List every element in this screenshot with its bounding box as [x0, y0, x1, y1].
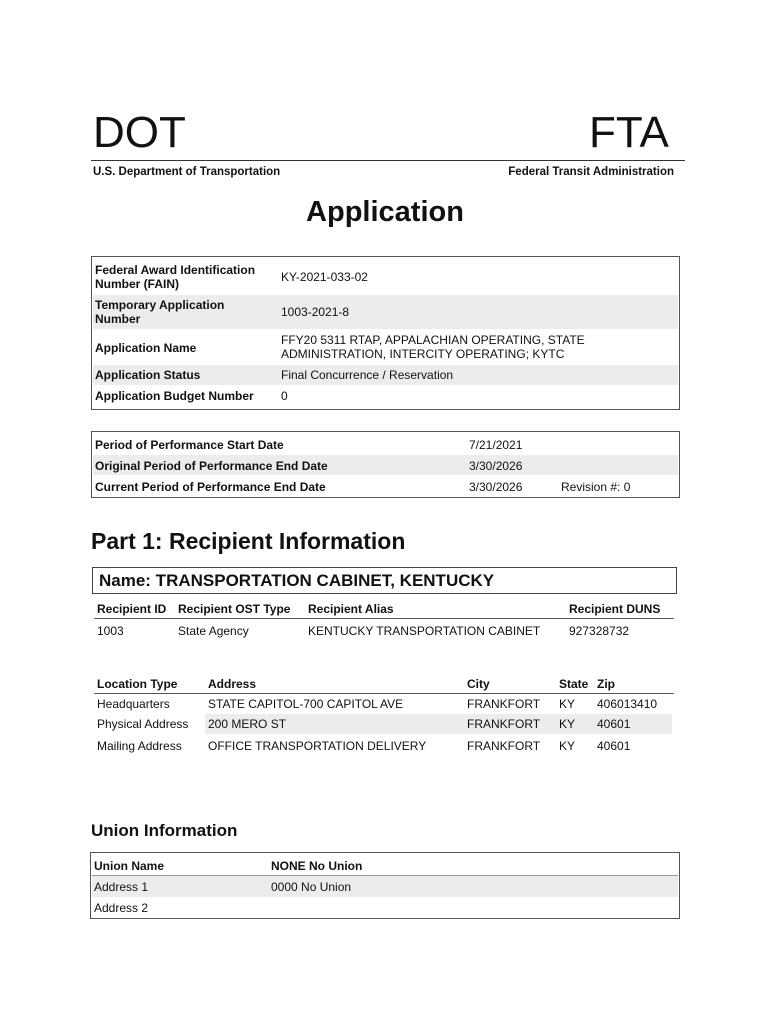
page-title: Application — [306, 196, 464, 228]
state-header: State — [559, 677, 589, 691]
temp-app-number-label: Temporary Application Number — [95, 298, 225, 326]
recipient-table — [91, 600, 676, 644]
recipient-duns-value: 927328732 — [569, 624, 630, 638]
union-name-value: NONE No Union — [271, 859, 363, 873]
union-info-table — [90, 852, 680, 919]
recipient-name-box — [92, 567, 677, 594]
location-row-1-type: Headquarters — [97, 697, 170, 711]
location-header-rule — [94, 693, 674, 694]
union-address2-label: Address 2 — [94, 901, 149, 915]
location-row-2-zip: 40601 — [597, 717, 631, 731]
app-status-row — [93, 365, 678, 385]
zip-header: Zip — [597, 677, 615, 691]
perf-start-label: Period of Performance Start Date — [95, 438, 284, 452]
perf-original-end-value: 3/30/2026 — [469, 459, 523, 473]
header-divider — [91, 160, 685, 161]
location-row-2-state: KY — [559, 717, 576, 731]
fain-value: KY-2021-033-02 — [281, 270, 368, 284]
recipient-name: Name: TRANSPORTATION CABINET, KENTUCKY — [99, 571, 495, 590]
revision-number: Revision #: 0 — [561, 480, 631, 494]
perf-current-end-label: Current Period of Performance End Date — [95, 480, 326, 494]
administration-subtitle: Federal Transit Administration — [508, 166, 674, 178]
app-status-label: Application Status — [95, 368, 201, 382]
city-header: City — [467, 677, 490, 691]
perf-start-row — [93, 434, 678, 454]
recipient-ost-type-value: State Agency — [178, 624, 249, 638]
union-address1-label: Address 1 — [94, 880, 149, 894]
location-type-header: Location Type — [97, 677, 178, 691]
location-row-3-address: OFFICE TRANSPORTATION DELIVERY — [208, 739, 427, 753]
perf-original-end-row — [93, 455, 678, 475]
budget-number-row — [93, 385, 678, 407]
app-name-label: Application Name — [95, 341, 197, 355]
location-row-3-state: KY — [559, 739, 576, 753]
union-name-row — [92, 854, 678, 875]
location-row-3-type: Mailing Address — [97, 739, 182, 753]
recipient-alias-header: Recipient Alias — [308, 602, 394, 616]
location-row-1-city: FRANKFORT — [467, 697, 541, 711]
union-address1-value: 0000 No Union — [271, 880, 352, 894]
performance-period-table — [91, 431, 680, 498]
union-address1-row — [92, 876, 678, 897]
part1-heading: Part 1: Recipient Information — [91, 528, 406, 554]
perf-current-end-value: 3/30/2026 — [469, 480, 523, 494]
temp-app-number-row — [93, 295, 678, 329]
fain-label: Federal Award Identification Number (FAIN) — [95, 263, 256, 291]
recipient-header-rule — [94, 618, 674, 619]
perf-original-end-label: Original Period of Performance End Date — [95, 459, 328, 473]
fta-logo-text: FTA — [589, 108, 669, 157]
location-row-2-type: Physical Address — [97, 717, 189, 731]
recipient-id-header: Recipient ID — [97, 602, 167, 616]
location-row-1-zip: 406013410 — [597, 697, 658, 711]
perf-start-value: 7/21/2021 — [469, 438, 523, 452]
temp-app-number-value: 1003-2021-8 — [281, 305, 350, 319]
union-info-heading: Union Information — [91, 821, 238, 840]
dot-logo-text: DOT — [93, 108, 186, 157]
union-address2-row — [92, 898, 678, 918]
location-row-3-city: FRANKFORT — [467, 739, 541, 753]
location-row-1-state: KY — [559, 697, 576, 711]
location-row-1-address: STATE CAPITOL-700 CAPITOL AVE — [208, 697, 404, 711]
recipient-id-value: 1003 — [97, 624, 124, 638]
recipient-ost-type-header: Recipient OST Type — [178, 602, 291, 616]
budget-number-value: 0 — [281, 389, 288, 403]
location-row-2-address: 200 MERO ST — [208, 717, 287, 731]
perf-current-end-row — [93, 476, 678, 496]
app-status-value: Final Concurrence / Reservation — [281, 368, 454, 382]
recipient-duns-header: Recipient DUNS — [569, 602, 661, 616]
fain-row — [93, 258, 678, 295]
application-info-table — [91, 256, 680, 410]
location-row-2-city: FRANKFORT — [467, 717, 541, 731]
budget-number-label: Application Budget Number — [95, 389, 254, 403]
department-subtitle: U.S. Department of Transportation — [93, 166, 281, 178]
location-row-3-zip: 40601 — [597, 739, 631, 753]
app-name-row — [93, 329, 678, 365]
union-name-label: Union Name — [94, 859, 165, 873]
recipient-alias-value: KENTUCKY TRANSPORTATION CABINET — [308, 624, 541, 638]
location-table — [91, 675, 676, 759]
address-header: Address — [208, 677, 257, 691]
app-name-value: FFY20 5311 RTAP, APPALACHIAN OPERATING, STATE ADMINISTRATION, INTERCITY OPERATING; KYTC — [281, 333, 585, 361]
